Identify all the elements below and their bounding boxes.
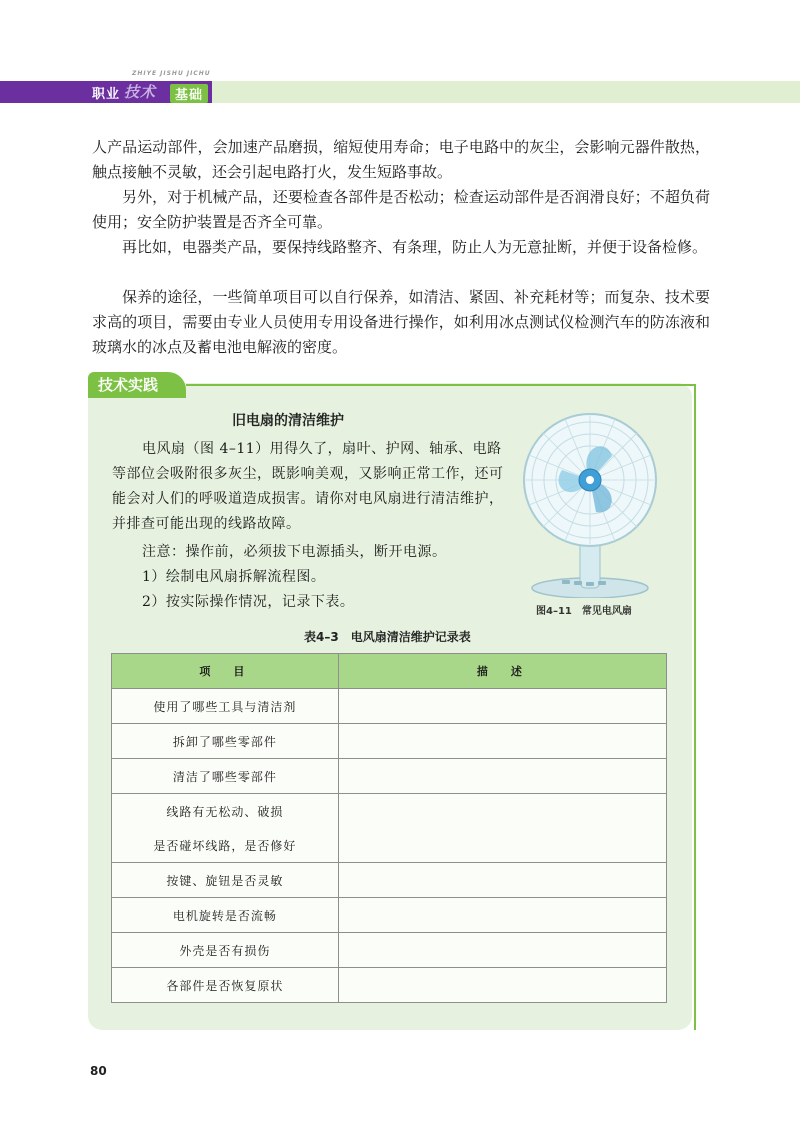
activity-step-2: 2）按实际操作情况，记录下表。: [142, 594, 355, 610]
header-description: 描 述: [338, 654, 666, 689]
electric-fan-illustration: [516, 408, 664, 598]
paragraph-4: 保养的途径，一些简单项目可以自行保养，如清洁、紧固、补充耗材等；而复杂、技术要求高的项目，需要由专业人员使用专用设备进行操作，如利用冰点测试仪检测汽车的防冻液和玻璃水的冰点及蓄电池电解液的密度。: [92, 288, 710, 356]
row-item: 按键、旋钮是否灵敏: [112, 863, 339, 898]
figure-caption: 图4–11 常见电风扇: [536, 606, 632, 617]
table-row: [112, 794, 667, 863]
header-item: 项 目: [112, 654, 339, 689]
header-word-jichu: 基础: [170, 84, 208, 103]
row-description-cell: [338, 933, 666, 968]
row-description-cell: [338, 724, 666, 759]
paragraph-1: 人产品运动部件，会加速产品磨损，缩短使用寿命；电子电路中的灰尘，会影响元器件散热，触点接触不灵敏，还会引起电路打火，发生短路事故。: [92, 138, 710, 181]
activity-body: 电风扇（图 4–11）用得久了，扇叶、护网、轴承、电路等部位会吸附很多灰尘，既影响美观，又影响正常工作，还可能会对人们的呼吸道造成损害。请你对电风扇进行清洁维护，并排查可能出现的线路故障。: [112, 441, 504, 532]
row-item: 外壳是否有损伤: [112, 933, 339, 968]
header-word-jishu: 技术: [124, 83, 157, 101]
row-item-line: 是否碰坏线路，是否修好: [153, 838, 297, 853]
row-description-cell: [338, 689, 666, 724]
practice-top-rule: [186, 384, 696, 386]
row-item: 各部件是否恢复原状: [112, 968, 339, 1003]
table-row: [112, 933, 667, 968]
paragraph-2: 另外，对于机械产品，还要检查各部件是否松动；检查运动部件是否润滑良好；不超负荷使用；安全防护装置是否齐全可靠。: [92, 188, 710, 231]
paragraph-3: 再比如，电器类产品，要保持线路整齐、有条理，防止人为无意扯断，并便于设备检修。: [122, 238, 708, 256]
row-description-cell: [338, 863, 666, 898]
row-description-cell: [338, 968, 666, 1003]
activity-step-1: 1）绘制电风扇拆解流程图。: [142, 569, 326, 585]
header-pinyin: ZHIYE JISHU JICHU: [132, 70, 211, 77]
row-item: 清洁了哪些零部件: [112, 759, 339, 794]
row-description-cell: [338, 759, 666, 794]
table-row: [112, 759, 667, 794]
table-caption: 表4–3 电风扇清洁维护记录表: [304, 630, 471, 644]
practice-tab: 技术实践: [88, 372, 186, 398]
activity-title: 旧电扇的清洁维护: [232, 413, 344, 429]
row-description-cell: [338, 898, 666, 933]
table-row: [112, 724, 667, 759]
practice-right-rule: [694, 384, 696, 1030]
activity-note: 注意：操作前，必须拔下电源插头，断开电源。: [142, 544, 447, 560]
table-row: [112, 689, 667, 724]
row-item-line: 线路有无松动、破损: [166, 804, 284, 819]
table-row: [112, 863, 667, 898]
row-item-merged: [112, 794, 339, 863]
table-header-row: [112, 654, 667, 689]
header-word-zhiye: 职业: [92, 87, 121, 102]
row-item: 使用了哪些工具与清洁剂: [112, 689, 339, 724]
header-green-bar: [212, 81, 800, 103]
maintenance-record-table: [111, 653, 667, 1003]
row-item: 拆卸了哪些零部件: [112, 724, 339, 759]
row-description-cell: [338, 794, 666, 863]
page-number: 80: [90, 1064, 107, 1078]
row-item: 电机旋转是否流畅: [112, 898, 339, 933]
table-row: [112, 898, 667, 933]
table-row: [112, 968, 667, 1003]
